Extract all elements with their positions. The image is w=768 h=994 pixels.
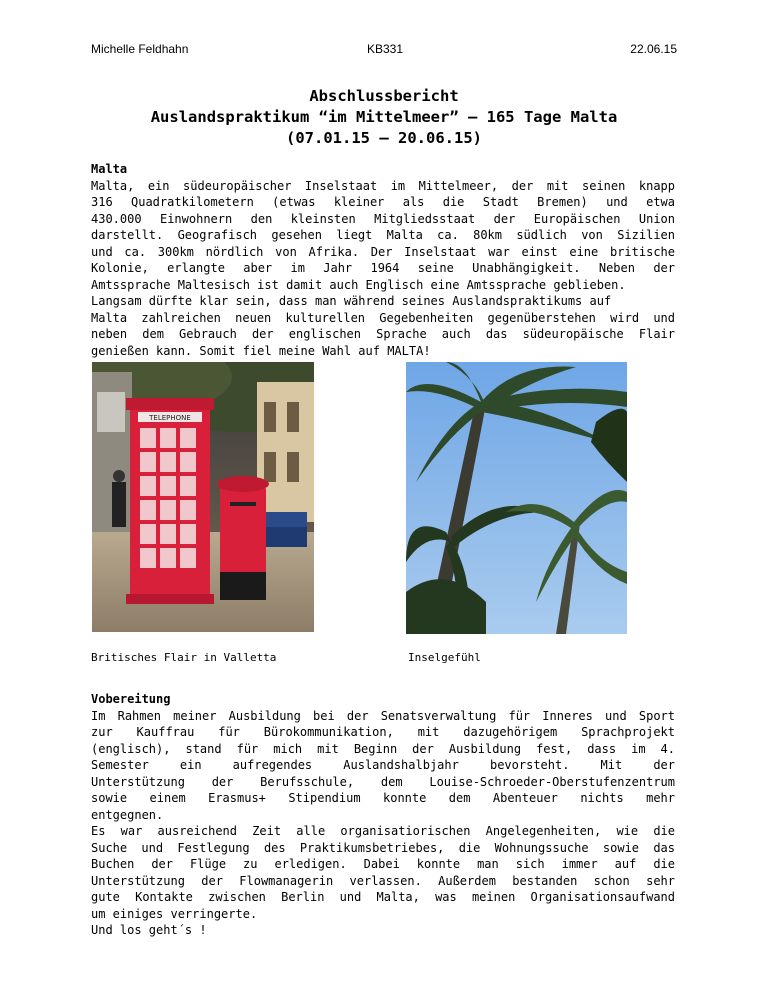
- section-malta-heading: Malta: [91, 162, 128, 176]
- malta-line: 316 Quadratkilometern (etwas kleiner als die Stadt Bremen) und etwa: [91, 195, 675, 209]
- malta-line: und ca. 300km nördlich von Afrika. Der Inselstaat war einst eine britische: [91, 244, 675, 259]
- malta-line: Amtssprache Maltesisch ist damit auch Englisch eine Amtssprache geblieben.: [91, 277, 626, 292]
- vorbereitung-line: Im Rahmen meiner Ausbildung bei der Senatsverwaltung für Inneres und Sport: [91, 708, 675, 723]
- malta-line: Langsam dürfte klar sein, dass man während seines Auslandspraktikums auf: [91, 294, 612, 308]
- title-line-3: (07.01.15 – 20.06.15): [286, 129, 482, 147]
- caption-left: Britisches Flair in Valletta: [91, 651, 277, 664]
- header-author: Michelle Feldhahn: [91, 42, 189, 56]
- vorbereitung-line: Es war ausreichend Zeit alle organisatiorischen Angelegenheiten, wie die: [91, 824, 675, 838]
- vorbereitung-line: sowie einem Erasmus+ Stipendium konnte dem Abenteuer nichts mehr: [91, 791, 675, 805]
- vorbereitung-line: Semester ein aufregendes Auslandshalbjahr bevorsteht. Mit der: [91, 758, 675, 772]
- telephone-box-illustration: [92, 362, 314, 632]
- vorbereitung-line: Unterstützung der Berufsschule, dem Louise-Schroeder-Oberstufenzentrum: [91, 774, 675, 789]
- caption-right: Inselgefühl: [408, 651, 481, 664]
- malta-line: Malta, ein südeuropäischer Inselstaat im Mittelmeer, der mit seinen knapp: [91, 178, 675, 193]
- malta-line: genießen kann. Somit fiel meine Wahl auf MALTA!: [91, 343, 431, 358]
- title-line-1: Abschlussbericht: [309, 87, 459, 105]
- palm-trees-illustration: [406, 362, 627, 634]
- malta-line: darstellt. Geografisch gesehen liegt Malta ca. 80km südlich von Sizilien: [91, 228, 675, 242]
- phone-box-sign: TELEPHONE: [149, 414, 191, 422]
- vorbereitung-line: gute Kontakte zwischen Berlin und Malta, was meinen Organisationsaufwand: [91, 890, 675, 904]
- vorbereitung-line: (englisch), stand für mich mit Beginn der Ausbildung fest, dass im 4.: [91, 741, 675, 756]
- page-header: [91, 42, 677, 58]
- vorbereitung-line: Und los geht´s !: [91, 923, 207, 937]
- document-title: [0, 86, 768, 149]
- section-malta: [91, 161, 675, 359]
- header-class-code: KB331: [367, 42, 404, 56]
- section-vorbereitung-heading: Vobereitung: [91, 692, 171, 706]
- photo-palm-trees: [406, 362, 627, 634]
- header-date: 22.06.15: [630, 42, 677, 56]
- malta-line: Malta zahlreichen neuen kulturellen Gegebenheiten gegenüberstehen wird und: [91, 310, 675, 325]
- section-vorbereitung: [91, 691, 675, 939]
- malta-line: Kolonie, erlangte aber im Jahr 1964 seine Unabhängigkeit. Neben der: [91, 261, 675, 275]
- vorbereitung-line: Buchen der Flüge zu erledigen. Dabei konnte man sich immer auf die: [91, 857, 675, 871]
- malta-line: 430.000 Einwohnern den kleinsten Mitgliedsstaat der Europäischen Union: [91, 211, 675, 226]
- vorbereitung-line: Unterstützung der Flowmanagerin verlassen. Außerdem bestanden schon sehr: [91, 873, 675, 888]
- title-line-2: Auslandspraktikum “im Mittelmeer” – 165 Tage Malta: [150, 108, 618, 126]
- photo-telephone-box: [92, 362, 314, 632]
- vorbereitung-line: um einiges verringerte.: [91, 906, 258, 921]
- vorbereitung-line: zur Kauffrau für Bürokommunikation, mit dazugehörigem Sprachprojekt: [91, 725, 675, 739]
- vorbereitung-line: Suche und Festlegung des Praktikumsbetriebes, die Wohnungssuche sowie das: [91, 840, 675, 855]
- vorbereitung-line: entgegnen.: [91, 807, 164, 822]
- malta-line: neben dem Gebrauch der englischen Sprache auch das südeuropäische Flair: [91, 327, 675, 341]
